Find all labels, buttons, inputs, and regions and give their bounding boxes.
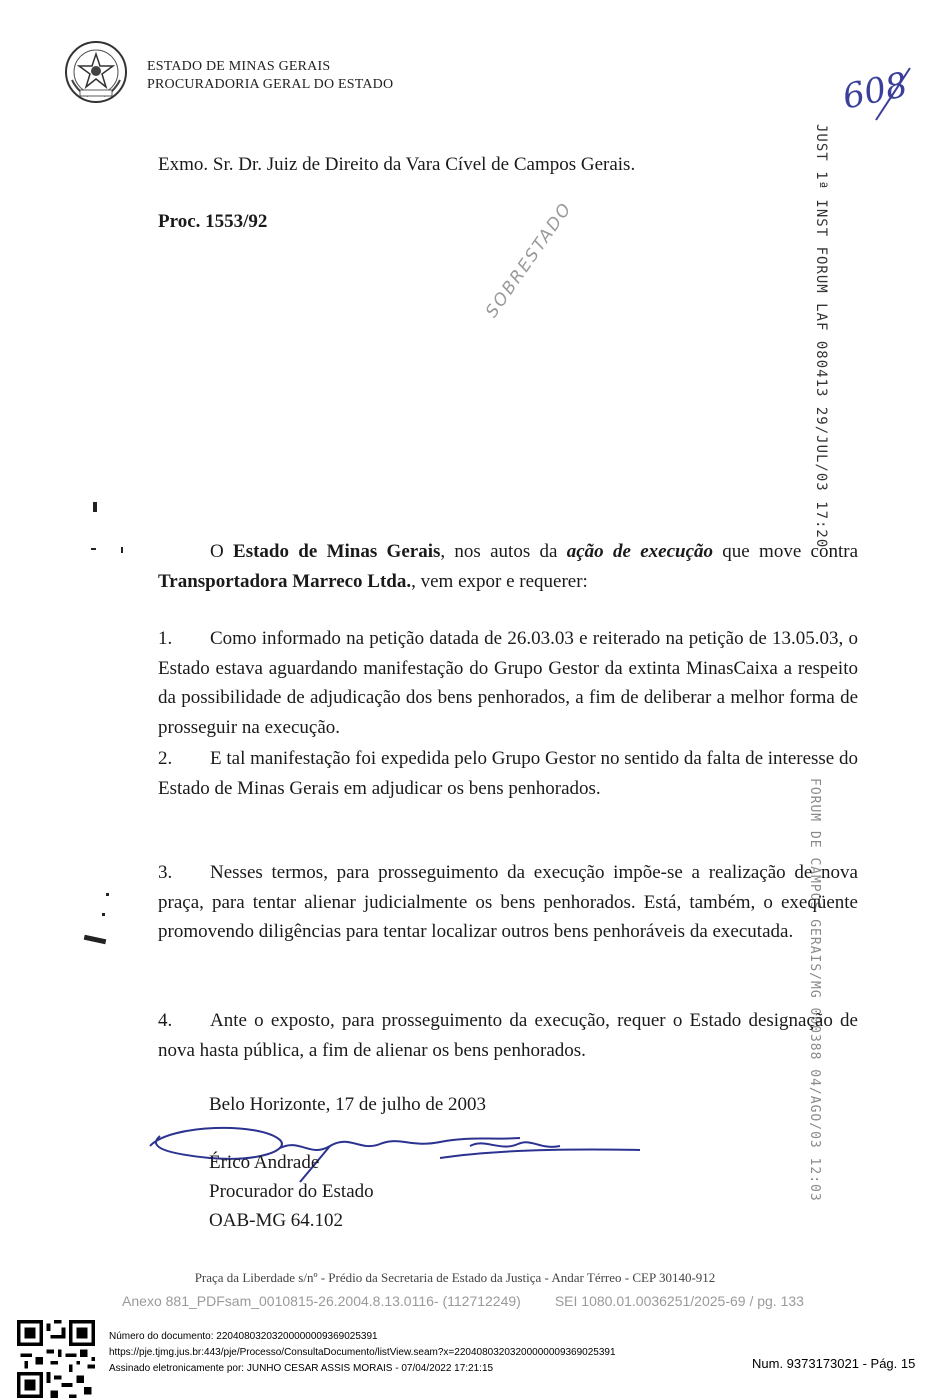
paragraph-text: Nesses termos, para prosseguimento da execução impõe-se a realização de nova praça, para tentar alienar judicialmente os bens penhorados. Está, também, o exeqüente promovendo diligências para tentar localizar outros bens penhoráveis da executada. <box>158 862 858 942</box>
paragraph-number: 4. <box>158 1010 173 1031</box>
party-defendant: Transportadora Marreco Ltda. <box>158 570 412 592</box>
process-number: Proc. 1553/92 <box>158 211 268 232</box>
paragraph-number: 1. <box>158 628 173 649</box>
scan-mark <box>102 913 105 916</box>
scan-mark <box>93 502 97 512</box>
scan-mark <box>91 548 96 550</box>
paragraph-number: 2. <box>158 748 173 769</box>
electronic-signature: Assinado eletronicamente por: JUNHO CESAR ASSIS MORAIS - 07/04/2022 17:21:15 <box>109 1363 494 1374</box>
header-office: PROCURADORIA GERAL DO ESTADO <box>147 77 394 92</box>
sei-reference: SEI 1080.01.0036251/2025-69 / pg. 133 <box>554 1293 804 1309</box>
document-url[interactable]: https://pje.tjmg.jus.br:443/pje/Processo/ConsultaDocumento/listView.seam?x=22040803203200000009369025391 <box>109 1347 616 1358</box>
annex-reference: Anexo 881_PDFsam_0010815-26.2004.8.13.0116- (112712249) <box>122 1293 521 1309</box>
signatory-oab: OAB-MG 64.102 <box>209 1210 344 1231</box>
paragraph-text: Como informado na petição datada de 26.03.03 e reiterado na petição de 13.05.03, o Estado estava aguardando manifestação do Grupo Gestor da extinta MinasCaixa a respeito da possibilidade de adjudicação dos bens penhorados, a fim de deliberar a melhor forma de prosseguir na execução. <box>158 628 858 738</box>
paragraph-4 <box>158 1006 858 1065</box>
qr-code-icon <box>17 1320 95 1398</box>
footer-annex-line <box>0 1293 926 1309</box>
paragraph-3 <box>158 858 858 947</box>
addressee-line: Exmo. Sr. Dr. Juiz de Direito da Vara Cível de Campos Gerais. <box>158 154 636 175</box>
document-number: Número do documento: 22040803203200000009369025391 <box>109 1331 378 1342</box>
header-state: ESTADO DE MINAS GERAIS <box>147 59 331 74</box>
paragraph-1 <box>158 624 858 742</box>
handwritten-page-number <box>836 38 916 128</box>
party-state: Estado de Minas Gerais <box>233 541 441 562</box>
handwritten-annotation: SOBRESTADO <box>482 198 577 322</box>
signatory-role: Procurador do Estado <box>209 1181 374 1202</box>
scan-mark <box>84 935 107 944</box>
protocol-stamp-2: FORUM DE CAMPOS GERAIS/MG 000388 04/AGO/03 12:03 <box>807 778 822 1202</box>
scan-mark <box>121 547 123 553</box>
action-type: ação de execução <box>566 541 714 562</box>
scan-mark <box>106 893 109 896</box>
paragraph-text: E tal manifestação foi expedida pelo Grupo Gestor no sentido da falta de interesse do Estado de Minas Gerais em adjudicar os bens penhorados. <box>158 748 858 799</box>
paragraph-number: 3. <box>158 862 173 883</box>
document-page-number: Num. 9373173021 - Pág. 15 <box>752 1356 916 1371</box>
state-seal-icon <box>64 40 128 104</box>
signatory-name: Érico Andrade <box>209 1152 320 1173</box>
intro-paragraph: O Estado de Minas Gerais, nos autos da ação de execução que move contra Transportadora Marreco Ltda., vem expor e requerer: <box>158 541 859 592</box>
handwritten-number-text: 608 <box>839 64 912 118</box>
paragraph-2 <box>158 744 858 803</box>
place-date: Belo Horizonte, 17 de julho de 2003 <box>209 1094 487 1115</box>
footer-address: Praça da Liberdade s/nº - Prédio da Secretaria de Estado da Justiça - Andar Térreo - CEP 30140-912 <box>194 1270 716 1285</box>
paragraph-text: Ante o exposto, para prosseguimento da execução, requer o Estado designação de nova hasta pública, a fim de alienar os bens penhorados. <box>158 1010 858 1061</box>
protocol-stamp-1: JUST 1ª INST FORUM LAF 080413 29/JUL/03 17:20 <box>813 124 829 549</box>
